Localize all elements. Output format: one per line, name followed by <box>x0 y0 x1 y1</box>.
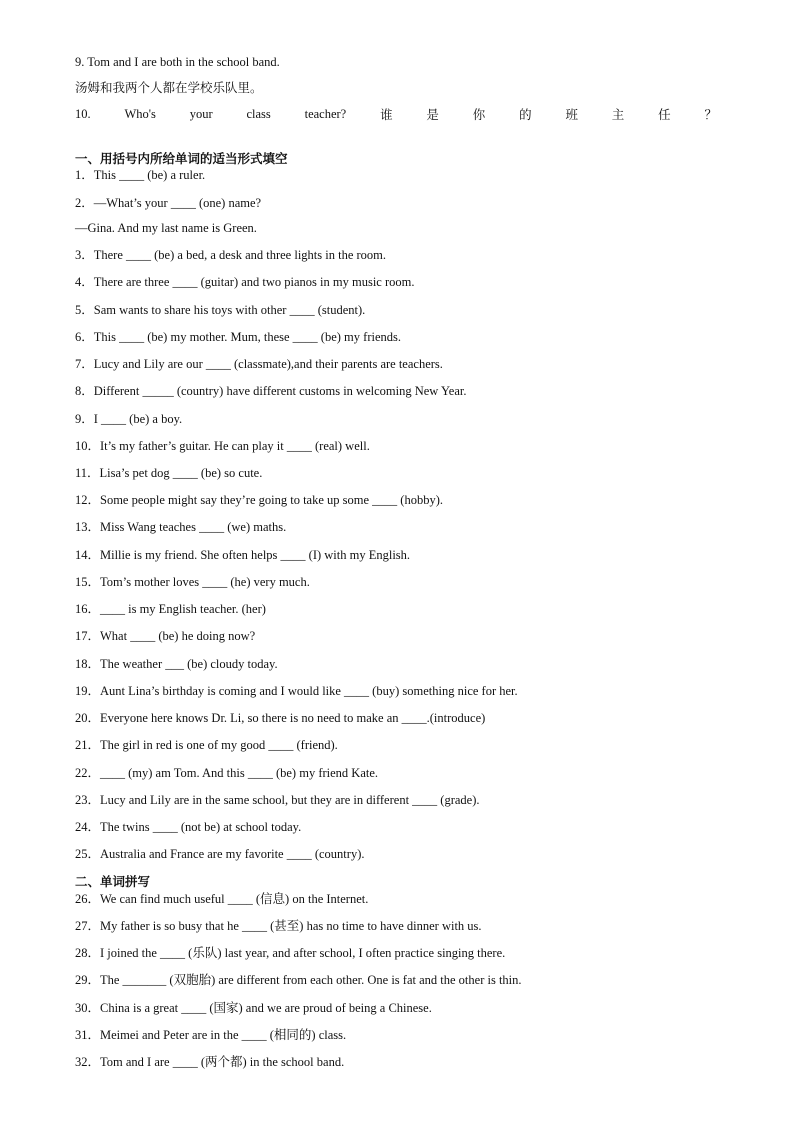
question-item: 1．This ____ (be) a ruler. <box>75 168 206 182</box>
question-item: 18．The weather ___ (be) cloudy today. <box>75 657 278 671</box>
question-item: 17．What ____ (be) he doing now? <box>75 629 256 643</box>
word: Who's <box>124 107 156 121</box>
question-item: 12．Some people might say they’re going to take up some ____ (hobby). <box>75 493 443 507</box>
word: 10. <box>75 107 91 121</box>
word: your <box>189 107 213 121</box>
word: ？ <box>704 107 717 122</box>
word: 你 <box>472 107 486 122</box>
word: teacher? <box>304 107 347 121</box>
intro-line-10 <box>75 105 717 124</box>
question-item: 19．Aunt Lina’s birthday is coming and I would like ____ (buy) something nice for her. <box>75 684 518 698</box>
question-item: 20．Everyone here knows Dr. Li, so there is no need to make an ____.(introduce) <box>75 711 486 725</box>
question-item: 10．It’s my father’s guitar. He can play it ____ (real) well. <box>75 439 370 453</box>
word: class <box>246 107 271 121</box>
question-item: 25．Australia and France are my favorite ____ (country). <box>75 847 365 861</box>
question-item: 27．My father is so busy that he ____ (甚至) has no time to have dinner with us. <box>75 919 482 933</box>
section-2-heading: 二、单词拼写 <box>75 874 151 889</box>
question-item: 26．We can find much useful ____ (信息) on the Internet. <box>75 892 369 906</box>
question-item: 14．Millie is my friend. She often helps ____ (I) with my English. <box>75 548 411 562</box>
word: 谁 <box>380 107 393 122</box>
question-item: 2．—What’s your ____ (one) name? <box>75 196 262 210</box>
word: 班 <box>565 107 578 122</box>
question-item: 9．I ____ (be) a boy. <box>75 412 183 426</box>
question-item: 23．Lucy and Lily are in the same school, but they are in different ____ (grade). <box>75 793 480 807</box>
question-item: 30．China is a great ____ (国家) and we are proud of being a Chinese. <box>75 1001 432 1015</box>
question-item: 29．The _______ (双胞胎) are different from each other. One is fat and the other is thin. <box>75 973 522 987</box>
question-item: 16．____ is my English teacher. (her) <box>75 602 266 616</box>
section-1-heading: 一、用括号内所给单词的适当形式填空 <box>75 151 288 166</box>
question-item: 28．I joined the ____ (乐队) last year, and after school, I often practice singing there. <box>75 946 506 960</box>
question-item: 13．Miss Wang teaches ____ (we) maths. <box>75 520 287 534</box>
word: 主 <box>611 107 625 122</box>
question-item: 24．The twins ____ (not be) at school today. <box>75 820 302 834</box>
word: 的 <box>519 107 532 122</box>
question-item: 7．Lucy and Lily are our ____ (classmate),and their parents are teachers. <box>75 357 443 371</box>
question-item: 31．Meimei and Peter are in the ____ (相同的) class. <box>75 1028 347 1042</box>
question-item: 6．This ____ (be) my mother. Mum, these ____ (be) my friends. <box>75 330 401 344</box>
question-item: 4．There are three ____ (guitar) and two pianos in my music room. <box>75 275 415 289</box>
intro-line-9-english: 9. Tom and I are both in the school band. <box>75 55 280 69</box>
question-item: 8．Different _____ (country) have different customs in welcoming New Year. <box>75 384 467 398</box>
question-item: —Gina. And my last name is Green. <box>75 221 257 235</box>
question-item: 32．Tom and I are ____ (两个都) in the school band. <box>75 1055 345 1069</box>
intro-line-9-chinese: 汤姆和我两个人都在学校乐队里。 <box>75 80 263 95</box>
question-item: 21．The girl in red is one of my good ____ (friend). <box>75 738 338 752</box>
question-item: 15．Tom’s mother loves ____ (he) very much. <box>75 575 310 589</box>
question-item: 22．____ (my) am Tom. And this ____ (be) my friend Kate. <box>75 766 379 780</box>
question-item: 5．Sam wants to share his toys with other ____ (student). <box>75 303 366 317</box>
question-item: 3．There ____ (be) a bed, a desk and three lights in the room. <box>75 248 387 262</box>
question-item: 11．Lisa’s pet dog ____ (be) so cute. <box>75 466 263 480</box>
word: 任 <box>658 107 671 122</box>
word: 是 <box>426 107 439 122</box>
